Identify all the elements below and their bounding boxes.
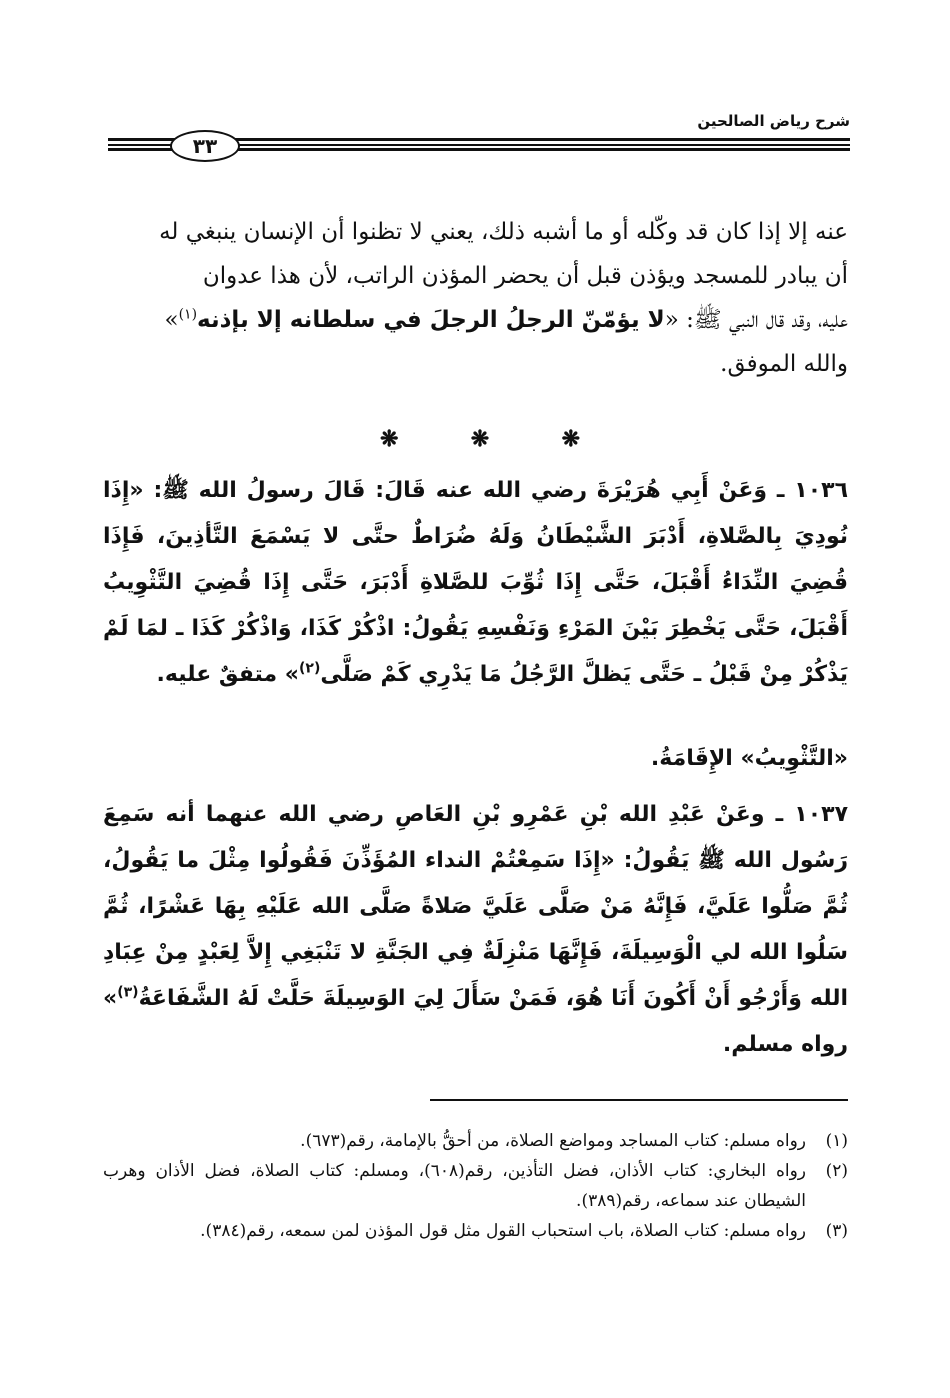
hadith-text: ١٠٣٧ ـ وعَنْ عَبْدِ الله بْنِ عَمْرِو بْنِ العَاصِ رضي الله عنهما أنه سَمِعَ رَسُول الله ﷺ يَقُولُ: «إِذَا سَمِعْتُمْ النداء المُؤَذِّنَ فَقُولُوا مِثْلَ ما يَقُولُ، ثُمَّ صَلُّوا عَلَيَّ، فَإِنَّهُ مَنْ صَلَّى عَلَيَّ صَلاةً صَلَّى الله عَلَيْهِ بِهَا عَشْرًا، ثُمَّ سَلُوا الله لي الْوَسِيلَةَ، فَإِنَّهَا مَنْزِلَةٌ فِي الجَنَّةِ لا تَنْبَغِي إِلاَّ لِعَبْدٍ مِنْ عِبَادِ الله وَأَرْجُو أَنْ أَكُونَ أَنَا هُوَ، فَمَنْ سَأَلَ لِيَ الوَسِيلَةَ حَلَّتْ لَهُ الشَّفَاعَةُ	[103, 802, 848, 1011]
star-ornament: ❋	[380, 426, 399, 452]
hadith-gloss: «التَّثْوِيبُ» الإِقَامَةُ.	[650, 746, 848, 771]
hadith-source: » متفقٌ عليه.	[156, 662, 300, 687]
star-ornament: ❋	[561, 426, 580, 452]
footnote-number: (٣)	[825, 1221, 848, 1241]
footnote-text: رواه مسلم: كتاب الصلاة، باب استحباب القول مثل قول المؤذن لمن سمعه، رقم(٣٨٤).	[200, 1221, 806, 1241]
intro-line: عنه إلا إذا كان قد وكّله أو ما أشبه ذلك، يعني لا تظنوا أن الإنسان ينبغي له	[159, 219, 848, 245]
footnote-ref: (٢)	[299, 660, 321, 677]
hadith-text: ١٠٣٦ ـ وَعَنْ أَبِي هُرَيْرَةَ رضي الله عنه قَالَ: قَالَ رسولُ الله ﷺ: «إِذَا نُودِيَ بِالصَّلاةِ، أَدْبَرَ الشَّيْطَانُ وَلَهُ ضُرَاطٌ حتَّى لا يَسْمَعَ التَّأذِينَ، فَإِذَا قُضِيَ النِّدَاءُ أَقْبَلَ، حَتَّى إِذَا ثُوِّبَ للصَّلاةِ أَدْبَرَ، حَتَّى إِذَا قُضِيَ التَّثْوِيبُ أَقْبَلَ، حَتَّى يَخْطِرَ بَيْنَ المَرْءِ وَنَفْسِهِ يَقُولُ: اذْكُرْ كَذَا، وَاذْكُرْ كَذَا ـ لمَا لَمْ يَذْكُرْ مِنْ قَبْلُ ـ حَتَّى يَظلَّ الرَّجُلُ مَا يَدْرِي كَمْ صَلَّى	[103, 478, 848, 687]
intro-line-text: عليه، وقد قال النبي ﷺ: «	[664, 307, 848, 333]
footnote-ref: (٣)	[117, 984, 139, 1001]
footnote	[103, 1126, 848, 1156]
footnote-number: (٢)	[825, 1161, 848, 1181]
footnote-ref: (١)	[178, 306, 198, 323]
page-number: ٣٣	[170, 130, 240, 162]
book-title: شرح رياض الصالحين	[697, 112, 850, 130]
footnote-text: رواه مسلم: كتاب المساجد ومواضع الصلاة، من أحقُّ بالإمامة، رقم(٦٧٣).	[300, 1131, 806, 1151]
footnote	[103, 1156, 848, 1216]
footnote-separator	[430, 1099, 848, 1101]
quote-close: »	[164, 307, 179, 333]
star-ornament: ❋	[470, 426, 490, 452]
intro-line	[103, 298, 848, 342]
intro-line: والله الموفق.	[720, 351, 848, 377]
hadith-source: » رواه مسلم.	[103, 986, 848, 1057]
hadith-1037	[103, 792, 848, 1068]
section-divider	[380, 426, 580, 452]
footnote-text: رواه البخاري: كتاب الأذان، فضل التأذين، رقم(٦٠٨)، ومسلم: كتاب الصلاة، فضل الأذان وهرب الشيطان عند سماعه، رقم(٣٨٩).	[103, 1161, 806, 1211]
footnotes	[103, 1126, 848, 1246]
hadith-1036	[103, 468, 848, 698]
page-header	[108, 112, 850, 162]
hadith-quote: لا يؤمّنّ الرجلُ الرجلَ في سلطانه إلا بإذنه	[197, 307, 665, 333]
intro-paragraph	[103, 210, 848, 386]
footnote-number: (١)	[825, 1131, 848, 1151]
intro-line: أن يبادر للمسجد ويؤذن قبل أن يحضر المؤذن الراتب، لأن هذا عدوان	[202, 263, 848, 289]
footnote	[103, 1216, 848, 1246]
